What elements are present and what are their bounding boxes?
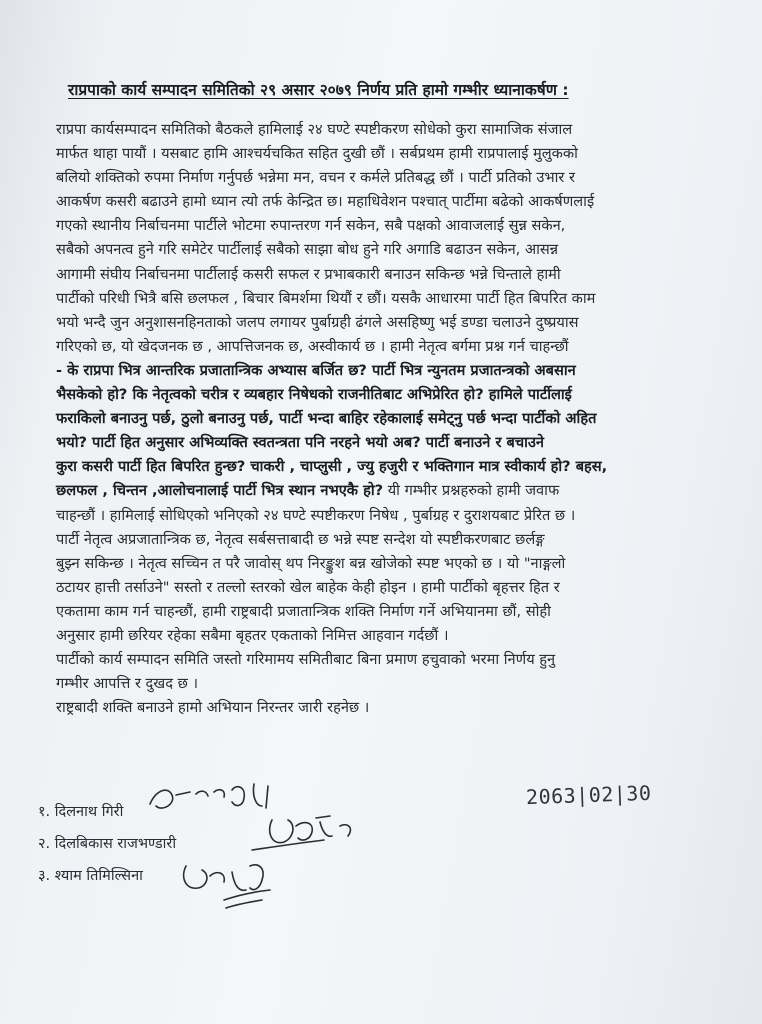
handwritten-date: 2063|02|30 [525,780,652,810]
body-line: राप्रपा कार्यसम्पादन समितिको बैठकले हामिलाई २४ घण्टे स्पष्टीकरण सोधेको कुरा सामाजिक संजाल [56,121,573,138]
body-line: आगामी संघीय निर्बाचनमा पार्टीलाई कसरी सफल र प्रभाबकारी बनाउन सकिन्छ भन्ने चिन्ताले हामी [56,265,561,283]
body-line: एकतामा काम गर्न चाहन्छौं, हामी राष्ट्रबादी प्रजातान्त्रिक शक्ति निर्माण गर्ने अभियानमा छौं, सोही [56,602,551,620]
signatory-name: १. दिलनाथ गिरी [38,804,124,820]
signature-1 [150,784,268,808]
question-line-tail: यी गम्भीर प्रश्नहरुको हामी जवाफ [387,482,560,500]
body-line: अनुसार हामी छरियर रहेका सबैमा बृहतर एकताको निमित्त आहवान गर्दछौं । [56,626,449,644]
question-line-bold-part: छलफल , चिन्तन ,आलोचनालाई पार्टी भित्र स्थान नभएकै हो? [56,482,384,500]
question-line: कुरा कसरी पार्टी हित बिपरित हुन्छ? चाकरी , चाप्लुसी , ज्यु हजुरी र भक्तिगान मात्र स्वीकार्य हो? बहस, [56,458,608,476]
document-title: राप्रपाको कार्य सम्पादन समितिको २९ असार २०७९ निर्णय प्रति हामो गम्भीर ध्यानाकर्षण : [68,81,569,99]
signatory-name: २. दिलबिकास राजभण्डारी [38,836,177,852]
body-line: पार्टी नेतृत्व अप्रजातान्त्रिक छ, नेतृत्व सर्बसत्ताबादी छ भन्ने स्पष्ट सन्देश यो स्पष्टीकरणबाट छर्लङ्ग [56,530,545,548]
body-line: आकर्षण कसरी बढाउने हामो ध्यान त्यो तर्फ केन्द्रित छ। महाधिवेशन पश्चात् पार्टीमा बढेको आकर्षणलाई [56,193,595,211]
signature-3 [184,865,270,908]
signature-2 [252,816,350,850]
question-line: भयो? पार्टी हित अनुसार अभिव्यक्ति स्वतन्त्रता पनि नरहने भयो अब? पार्टी बनाउने र बचाउने [56,434,545,452]
body-line: चाहन्छौं । हामिलाई सोधिएको भनिएको २४ घण्टे स्पष्टीकरण निषेध , पुर्बाग्रह र दुराशयबाट प्रेरित छ । [56,506,576,524]
question-line: भैसकेको हो? कि नेतृत्वको चरीत्र र व्यबहार निषेधको राजनीतिबाट अभिप्रेरित हो? हामिले पार्टीलाई [56,386,572,404]
body-line: गम्भीर आपत्ति र दुखद छ । [56,675,199,693]
question-line: फराकिलो बनाउनु पर्छ, ठुलो बनाउनु पर्छ, पार्टी भन्दा बाहिर रहेकालाई समेट्नु पर्छ भन्दा पार्टीको अहित [56,410,597,428]
body-line: पार्टीको कार्य सम्पादन समिति जस्तो गरिमामय समितीबाट बिना प्रमाण हचुवाको भरमा निर्णय हुनु [56,651,556,669]
signatory-name: ३. श्याम तिमिल्सिना [38,868,143,884]
body-line: भयो भन्दै जुन अनुशासनहिनताको जलप लगायर पुर्बाग्रही ढंगले असहिष्णु भई डण्डा चलाउने दुष्प्रयास [56,313,579,331]
body-line: ठटायर हात्ती तर्साउने" सस्तो र तल्लो स्तरको खेल बाहेक केही होइन । हामी पार्टीको बृहत्तर हित र [56,578,560,596]
body-line: बलियो शक्तिको रुपमा निर्माण गर्नुपर्छ भन्नेमा मन, वचन र कर्मले प्रतिबद्ध छौं । पार्टी प्रतिको उभार र [56,169,575,187]
body-line: सबैको अपनत्व हुने गरि समेटेर पार्टीलाई सबैको साझा बोध हुने गरि अगाडि बढाउन सकेन, आसन्न [56,241,559,259]
closing-line: राष्ट्रबादी शक्ति बनाउने हामो अभियान निरन्तर जारी रहनेछ । [56,699,370,717]
body-line: पार्टीको परिधी भित्रै बसि छलफल , बिचार बिमर्शमा थियौं र छौं। यसकै आधारमा पार्टी हित बिपरित काम [56,289,596,307]
body-line: मार्फत थाहा पायौं । यसबाट हामि आश्चर्यचकित सहित दुखी छौं । सर्बप्रथम हामी राप्रपालाई मुलुकको [56,145,578,163]
body-line: गएको स्थानीय निर्बाचनमा पार्टीले भोटमा रुपान्तरण गर्न सकेन, सबै पक्षको आवाजलाई सुन्न सकेन, [56,217,566,235]
body-line: बुझ्न सकिन्छ । नेतृत्व सच्चिन त परै जावोस् थप निरङ्कुश बन्न खोजेको स्पष्ट भएको छ । यो "नाङ्गलो [56,554,566,572]
body-line: गरिएको छ, यो खेदजनक छ , आपत्तिजनक छ, अस्वीकार्य छ । हामी नेतृत्व बर्गमा प्रश्न गर्न चाहन्छौं [56,337,569,355]
question-line: - के राप्रपा भित्र आन्तरिक प्रजातान्त्रिक अभ्यास बर्जित छ? पार्टी भित्र न्युनतम प्रजातन्त्रको अबसान [56,361,576,379]
